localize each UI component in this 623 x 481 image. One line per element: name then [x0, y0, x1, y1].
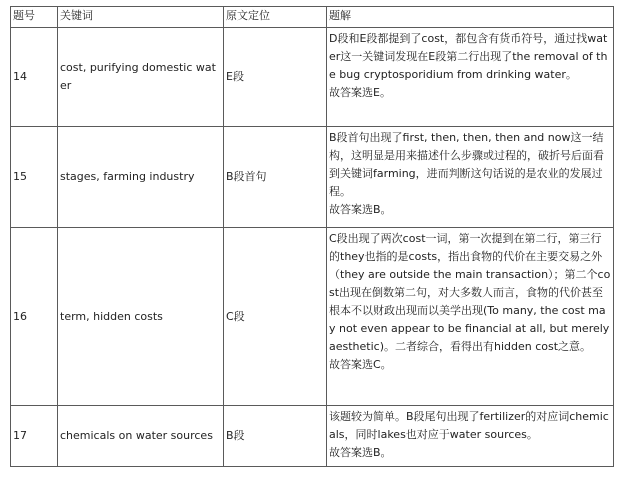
cell-analysis	[327, 127, 614, 228]
analysis-text: B段首句出现了first, then, then, then and now这一结构，这明显是用来描述什么步骤或过程的，破折号后面看到关键词farming，进而判断这句话说的是农业的发展过程。	[329, 131, 604, 198]
cell-keywords: cost, purifying domestic water	[58, 28, 224, 127]
table-row	[11, 127, 614, 228]
cell-keywords: term, hidden costs	[58, 228, 224, 406]
cell-number: 15	[11, 127, 58, 228]
cell-location: C段	[224, 228, 327, 406]
table-row	[11, 406, 614, 467]
cell-analysis	[327, 28, 614, 127]
analysis-conclusion: 故答案选B。	[329, 446, 392, 459]
analysis-conclusion: 故答案选B。	[329, 203, 392, 216]
cell-location: B段首句	[224, 127, 327, 228]
analysis-text: D段和E段都提到了cost，都包含有货币符号，通过找water这一关键词发现在E段第二行出现了the removal of the bug cryptosporidium from drinking water。	[329, 32, 608, 81]
cell-number: 16	[11, 228, 58, 406]
header-analysis: 题解	[327, 7, 614, 28]
cell-keywords: stages, farming industry	[58, 127, 224, 228]
answer-table	[10, 6, 614, 467]
cell-number: 14	[11, 28, 58, 127]
cell-number: 17	[11, 406, 58, 467]
table-row	[11, 228, 614, 406]
analysis-text: 该题较为简单。B段尾句出现了fertilizer的对应词chemicals，同时lakes也对应于water sources。	[329, 410, 609, 441]
cell-location: E段	[224, 28, 327, 127]
header-keywords: 关键词	[58, 7, 224, 28]
cell-keywords: chemicals on water sources	[58, 406, 224, 467]
header-number: 题号	[11, 7, 58, 28]
analysis-conclusion: 故答案选E。	[329, 86, 391, 99]
analysis-text: C段出现了两次cost一词，第一次提到在第二行，第三行的they也指的是costs，指出食物的代价在主要交易之外（they are outside the main transaction）；第二个cost出现在倒数第二句，对大多数人而言，食物的代价甚至根本不以财政出现而以美学出现(To many, the cost may not even appear to be financial at all, but merely aesthetic)。二者综合，看得出有hidden cost之意。	[329, 232, 611, 353]
cell-analysis	[327, 406, 614, 467]
analysis-conclusion: 故答案选C。	[329, 358, 392, 371]
table-header-row	[11, 7, 614, 28]
cell-analysis	[327, 228, 614, 406]
cell-location: B段	[224, 406, 327, 467]
header-location: 原文定位	[224, 7, 327, 28]
table-row	[11, 28, 614, 127]
